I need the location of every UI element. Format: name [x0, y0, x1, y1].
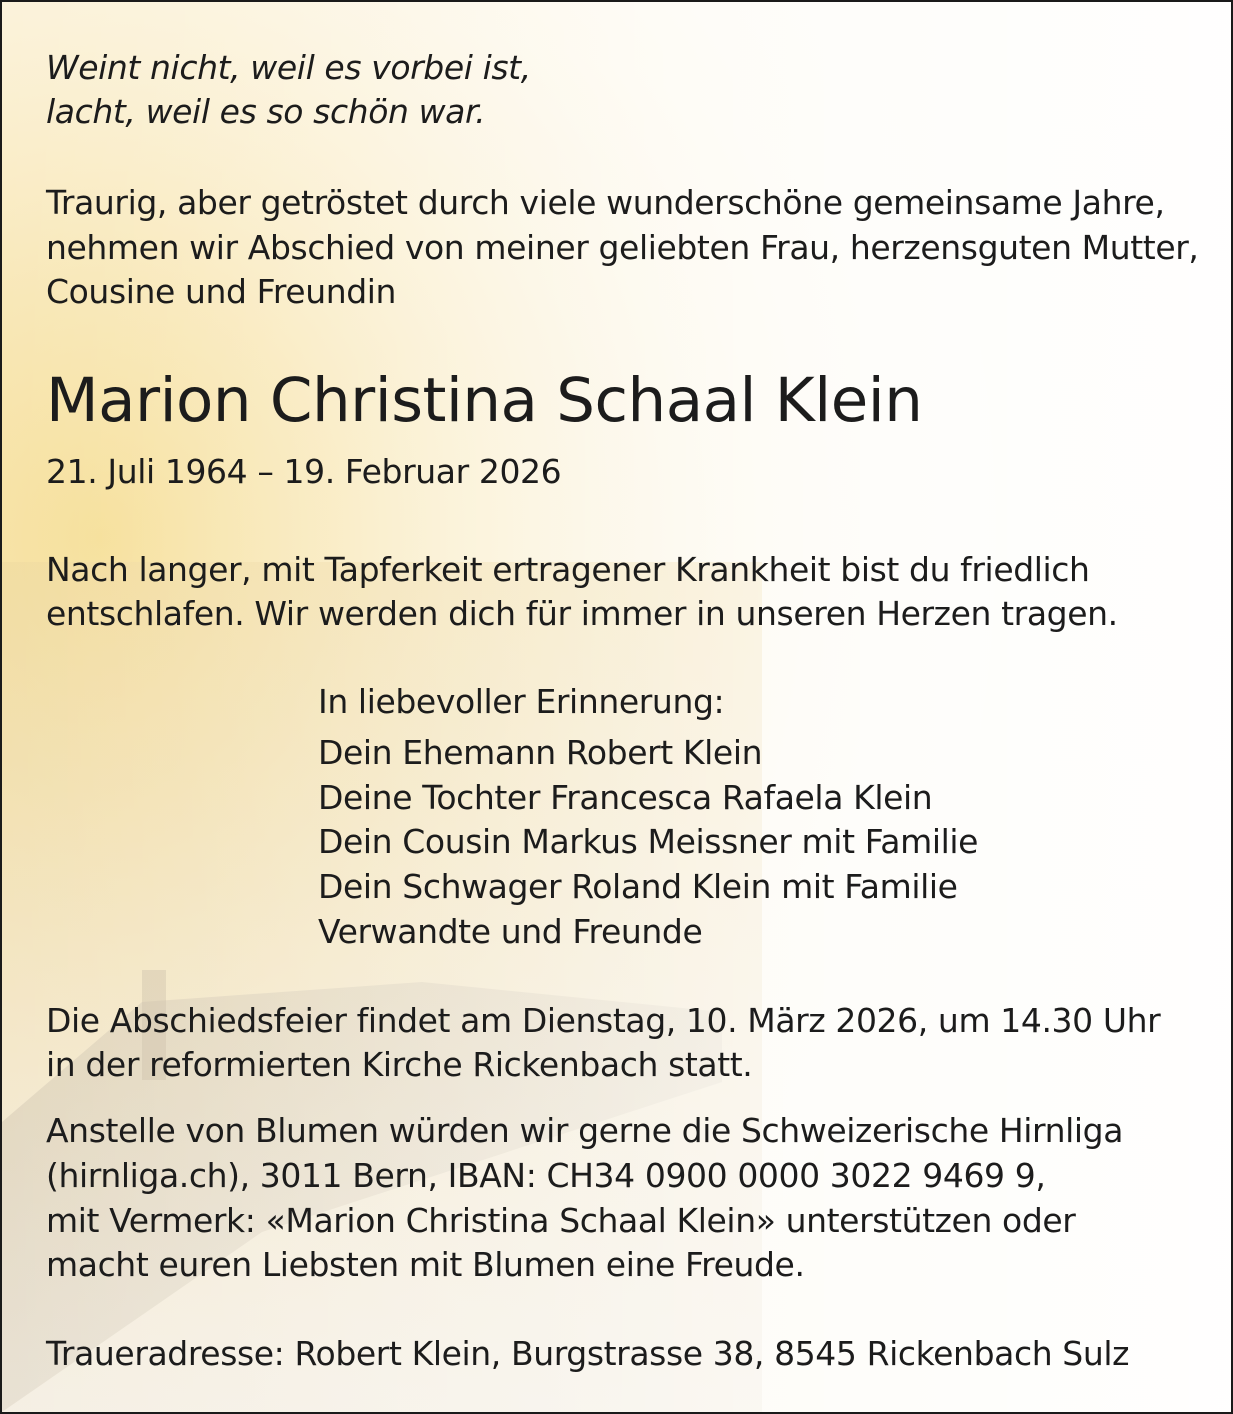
mourner-name: Deine Tochter Francesca Rafaela Klein: [318, 778, 933, 817]
mourner-name: Dein Cousin Markus Meissner mit Familie: [318, 822, 979, 861]
mourner-name: Dein Schwager Roland Klein mit Familie: [318, 867, 958, 906]
quote-line-1: Weint nicht, weil es vorbei ist,: [46, 48, 531, 87]
message-line-1: Nach langer, mit Tapferkeit ertragener Krankheit bist du friedlich: [46, 550, 1090, 589]
mourner-name: Verwandte und Freunde: [318, 912, 703, 951]
mourners-heading: In liebevoller Erinnerung:: [318, 682, 725, 721]
intro-line-3: Cousine und Freundin: [46, 272, 397, 311]
donation-line-3: mit Vermerk: «Marion Christina Schaal Klein» unterstützen oder: [46, 1201, 1076, 1240]
quote-line-2: lacht, weil es so schön war.: [46, 92, 486, 131]
intro-line-1: Traurig, aber getröstet durch viele wunderschöne gemeinsame Jahre,: [46, 183, 1165, 222]
mourner-name: Dein Ehemann Robert Klein: [318, 733, 763, 772]
ceremony-line-1: Die Abschiedsfeier findet am Dienstag, 10. März 2026, um 14.30 Uhr: [46, 1001, 1161, 1040]
donation-line-2: (hirnliga.ch), 3011 Bern, IBAN: CH34 0900 0000 3022 9469 9,: [46, 1156, 1046, 1195]
intro-line-2: nehmen wir Abschied von meiner geliebten Frau, herzensguten Mutter,: [46, 228, 1199, 267]
message-line-2: entschlafen. Wir werden dich für immer in unseren Herzen tragen.: [46, 594, 1118, 633]
mourning-address: Traueradresse: Robert Klein, Burgstrasse 38, 8545 Rickenbach Sulz: [46, 1334, 1130, 1373]
life-dates: 21. Juli 1964 – 19. Februar 2026: [46, 452, 562, 491]
donation-line-1: Anstelle von Blumen würden wir gerne die Schweizerische Hirnliga: [46, 1111, 1124, 1150]
deceased-name: Marion Christina Schaal Klein: [46, 365, 923, 436]
donation-line-4: macht euren Liebsten mit Blumen eine Freude.: [46, 1245, 805, 1284]
ceremony-line-2: in der reformierten Kirche Rickenbach statt.: [46, 1045, 753, 1084]
